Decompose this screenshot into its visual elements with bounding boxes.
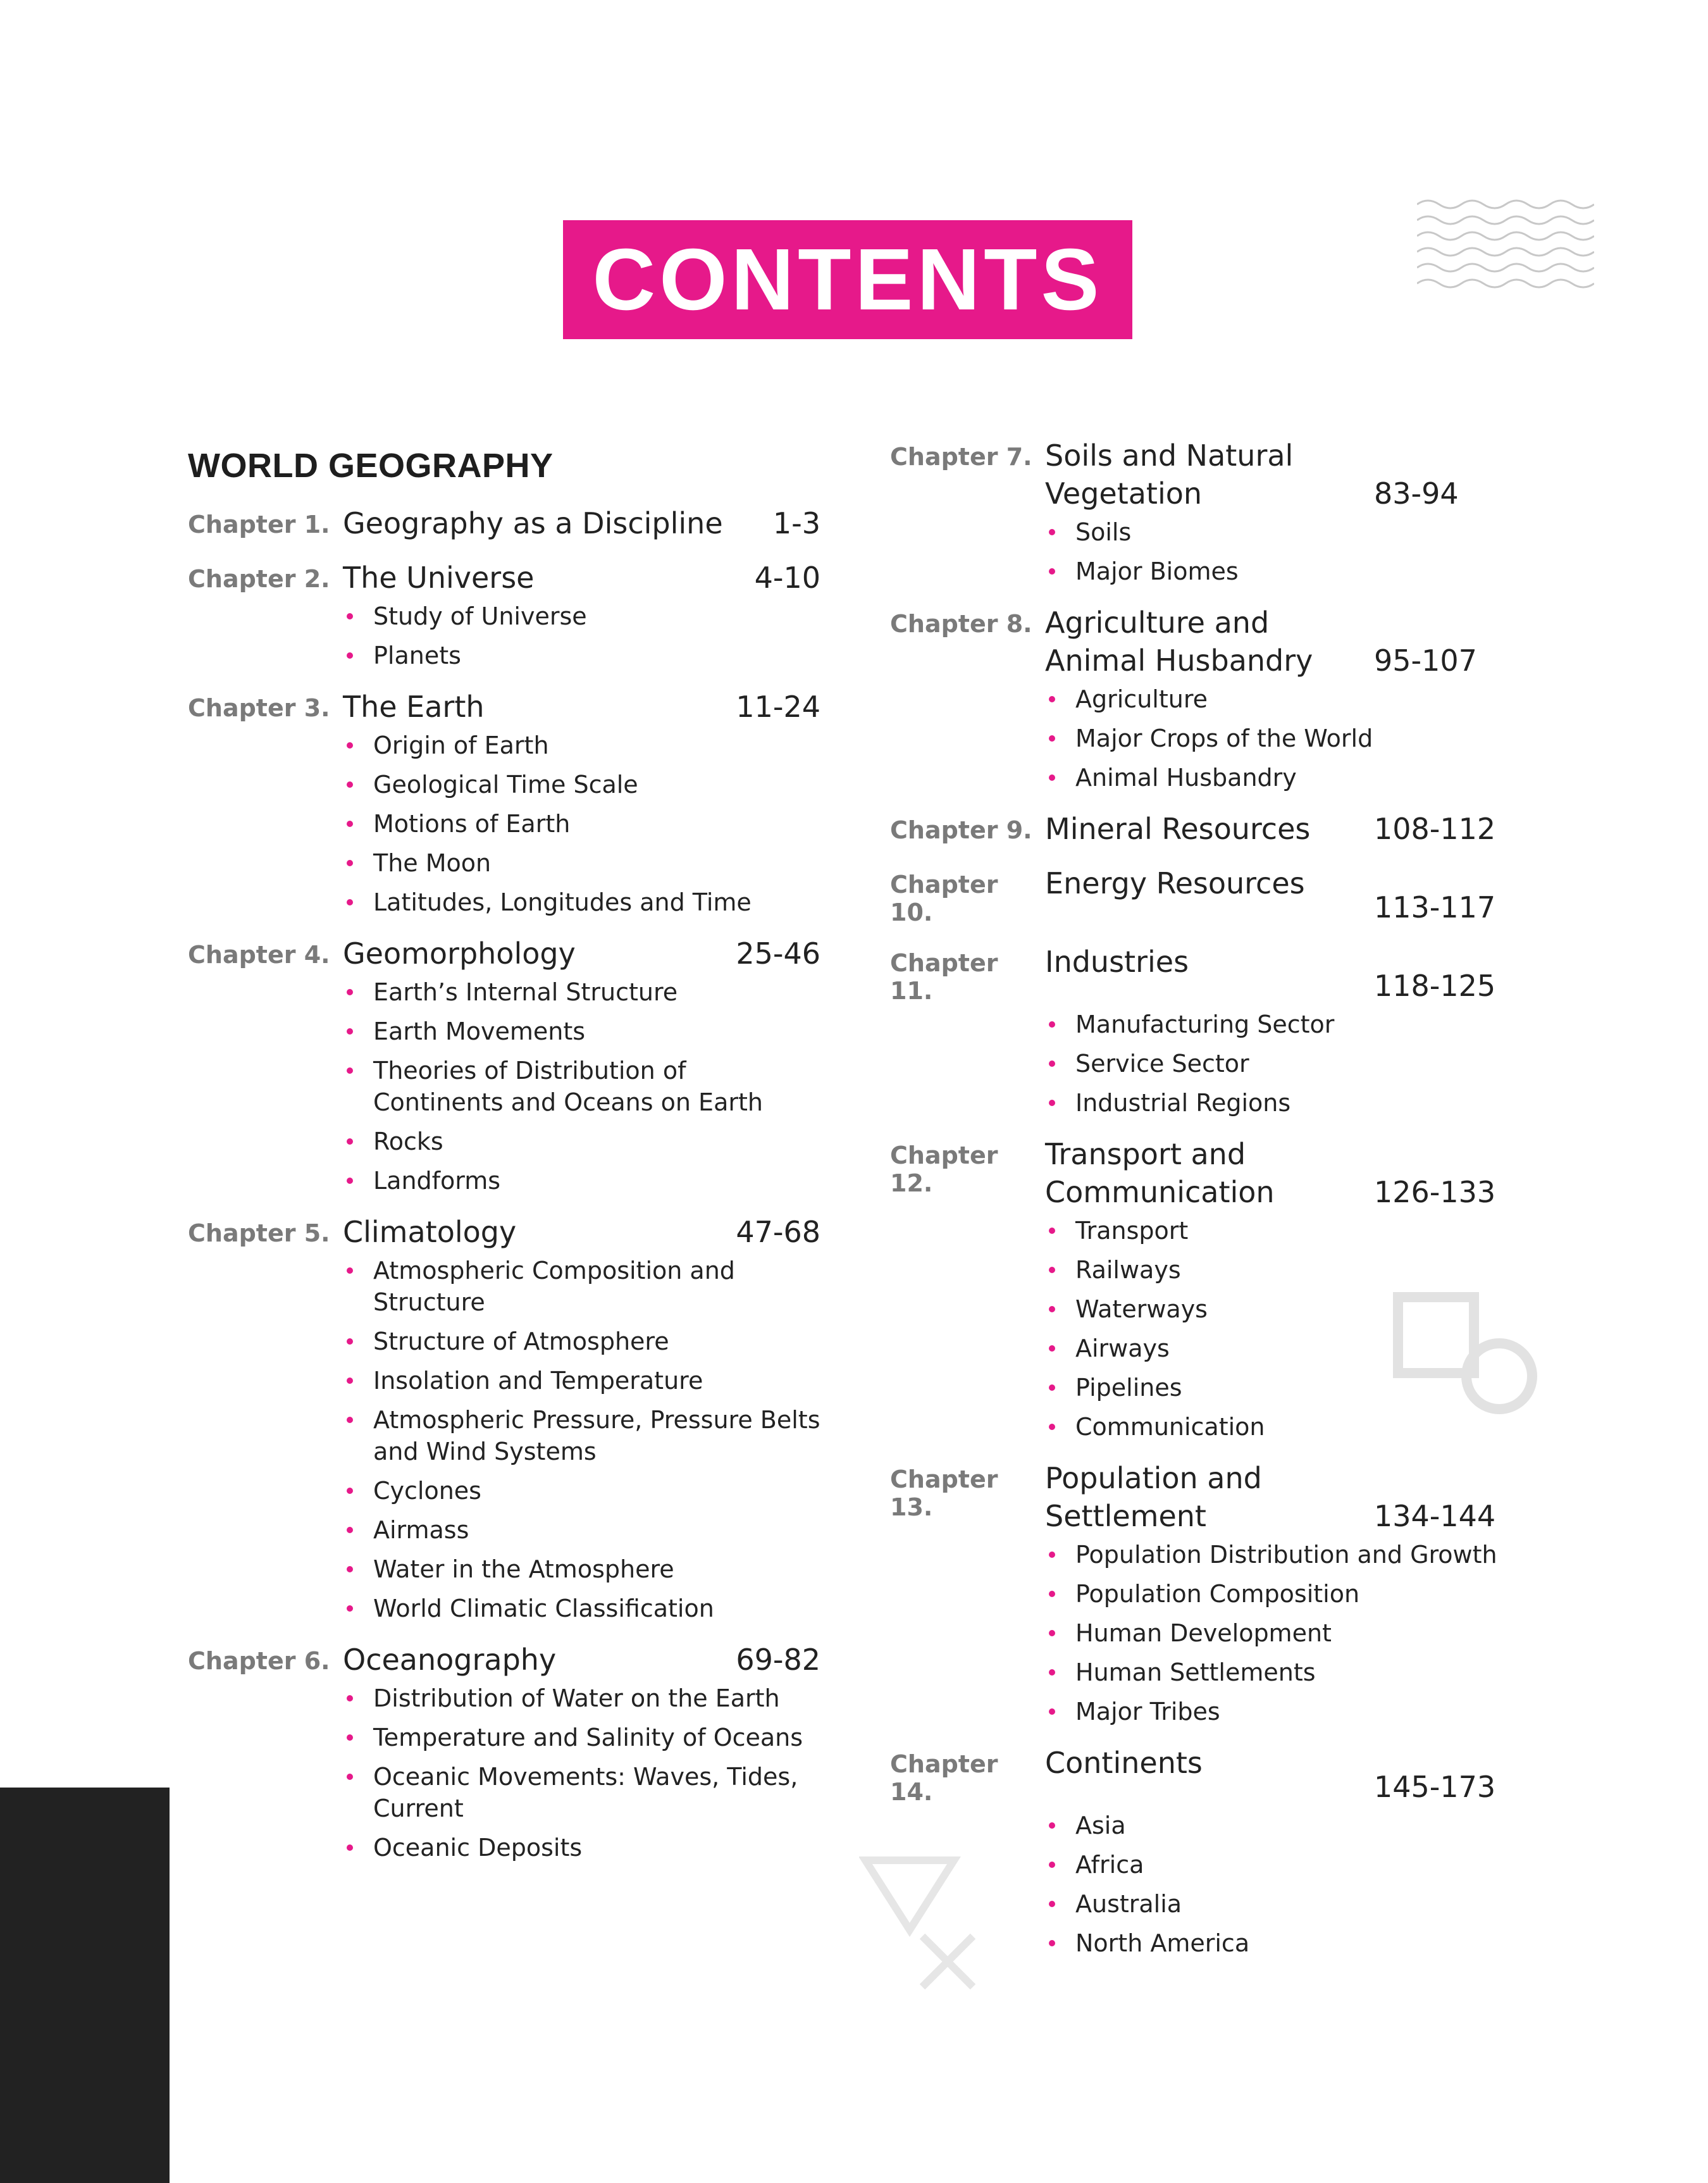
- subtopic-item: Transport: [1045, 1215, 1523, 1247]
- subtopic-item: Earth Movements: [343, 1016, 820, 1047]
- chapter-row: [890, 1744, 1523, 1806]
- chapter-title: Transport and Communication: [1045, 1137, 1275, 1209]
- chapter-row: [890, 437, 1523, 513]
- chapter-row: [890, 864, 1523, 926]
- chapter-title: Geography as a Discipline: [343, 506, 723, 540]
- chapter-row: [890, 604, 1523, 680]
- chapter-entry: [890, 604, 1523, 793]
- chapter-label: Chapter 6.: [188, 1647, 330, 1675]
- chapter-label: Chapter 10.: [890, 871, 998, 926]
- chapter-row: [890, 1459, 1523, 1535]
- subtopic-item: Oceanic Movements: Waves, Tides, Current: [343, 1761, 820, 1824]
- chapter-label: Chapter 9.: [890, 816, 1032, 844]
- chapter-title: The Earth: [343, 690, 485, 724]
- chapter-title: Climatology: [343, 1215, 517, 1249]
- chapter-entry: [890, 864, 1523, 926]
- subtopic-list: [343, 730, 820, 918]
- subtopic-item: North America: [1045, 1927, 1523, 1959]
- subtopic-item: Oceanic Deposits: [343, 1832, 820, 1863]
- subtopic-item: Airways: [1045, 1333, 1523, 1364]
- subtopic-item: Motions of Earth: [343, 808, 820, 840]
- subtopic-item: Railways: [1045, 1254, 1523, 1286]
- chapter-pages: 4-10: [754, 561, 820, 595]
- chapter-row: [188, 1213, 820, 1251]
- subtopic-list: [1045, 1539, 1523, 1727]
- subtopic-item: Water in the Atmosphere: [343, 1553, 820, 1585]
- contents-left-column: [188, 440, 820, 1880]
- page-title: CONTENTS: [592, 231, 1103, 328]
- subtopic-item: Cyclones: [343, 1475, 820, 1507]
- subtopic-list: [343, 1255, 820, 1624]
- subtopic-item: Communication: [1045, 1411, 1523, 1443]
- subtopic-item: Atmospheric Composition and Structure: [343, 1255, 820, 1318]
- subtopic-item: Australia: [1045, 1888, 1523, 1920]
- chapter-entry: [188, 504, 820, 542]
- subtopic-item: Rocks: [343, 1126, 820, 1157]
- subtopic-item: Temperature and Salinity of Oceans: [343, 1722, 820, 1753]
- right-chapter-list: [890, 437, 1523, 1959]
- subtopic-item: Landforms: [343, 1165, 820, 1197]
- chapter-label: Chapter 8.: [890, 610, 1032, 638]
- chapter-title: Population and Settlement: [1045, 1461, 1262, 1533]
- subtopic-list: [343, 1682, 820, 1863]
- chapter-pages: 25-46: [736, 936, 820, 971]
- chapter-entry: [890, 1135, 1523, 1443]
- section-heading: WORLD GEOGRAPHY: [188, 447, 554, 485]
- chapter-title: Soils and Natural Vegetation: [1045, 438, 1294, 511]
- page-edge-bar: [0, 1788, 170, 2183]
- chapter-entry: [890, 437, 1523, 587]
- chapter-title: The Universe: [343, 561, 535, 595]
- subtopic-item: Population Composition: [1045, 1578, 1523, 1610]
- chapter-label: Chapter 12.: [890, 1141, 998, 1197]
- subtopic-item: Asia: [1045, 1810, 1523, 1841]
- chapter-label: Chapter 13.: [890, 1465, 998, 1521]
- chapter-pages: 145-173: [1374, 1770, 1496, 1804]
- chapter-title: Geomorphology: [343, 936, 576, 971]
- subtopic-item: Origin of Earth: [343, 730, 820, 761]
- chapter-entry: [188, 688, 820, 918]
- subtopic-item: Major Biomes: [1045, 556, 1523, 587]
- chapter-row: [188, 504, 820, 542]
- subtopic-list: [1045, 1215, 1523, 1443]
- chapter-pages: 83-94: [1374, 476, 1459, 511]
- chapter-label: Chapter 2.: [188, 565, 330, 593]
- subtopic-item: Africa: [1045, 1849, 1523, 1881]
- subtopic-item: Major Crops of the World: [1045, 723, 1523, 754]
- chapter-row: [188, 1641, 820, 1679]
- chapter-title: Industries: [1045, 945, 1189, 979]
- subtopic-item: The Moon: [343, 847, 820, 879]
- subtopic-item: Soils: [1045, 516, 1523, 548]
- chapter-entry: [188, 1213, 820, 1624]
- chapter-label: Chapter 5.: [188, 1219, 330, 1247]
- chapter-row: [188, 688, 820, 726]
- subtopic-list: [343, 600, 820, 671]
- chapter-pages: 126-133: [1374, 1175, 1496, 1209]
- chapter-pages: 47-68: [736, 1215, 820, 1249]
- subtopic-item: Earth’s Internal Structure: [343, 976, 820, 1008]
- chapter-pages: 95-107: [1374, 644, 1477, 678]
- chapter-entry: [188, 1641, 820, 1863]
- chapter-pages: 11-24: [736, 690, 820, 724]
- subtopic-item: Latitudes, Longitudes and Time: [343, 886, 820, 918]
- chapter-label: Chapter 3.: [188, 694, 330, 722]
- subtopic-list: [1045, 516, 1523, 587]
- contents-title-banner: [563, 220, 1132, 339]
- chapter-label: Chapter 1.: [188, 511, 330, 538]
- chapter-pages: 134-144: [1374, 1499, 1496, 1533]
- chapter-title: Continents: [1045, 1746, 1203, 1780]
- chapter-label: Chapter 4.: [188, 941, 330, 969]
- chapter-row: [188, 559, 820, 597]
- subtopic-item: Pipelines: [1045, 1372, 1523, 1403]
- contents-right-column: [890, 437, 1523, 1975]
- chapter-entry: [890, 943, 1523, 1119]
- chapter-title: Energy Resources: [1045, 866, 1305, 900]
- chapter-row: [890, 810, 1523, 848]
- chapter-pages: 113-117: [1374, 890, 1496, 924]
- subtopic-item: Airmass: [343, 1514, 820, 1546]
- subtopic-item: Population Distribution and Growth: [1045, 1539, 1523, 1570]
- chapter-entry: [188, 559, 820, 671]
- subtopic-item: World Climatic Classification: [343, 1593, 820, 1624]
- chapter-label: Chapter 14.: [890, 1750, 998, 1806]
- subtopic-item: Agriculture: [1045, 683, 1523, 715]
- subtopic-item: Service Sector: [1045, 1048, 1523, 1079]
- subtopic-list: [343, 976, 820, 1197]
- subtopic-item: Distribution of Water on the Earth: [343, 1682, 820, 1714]
- chapter-row: [188, 935, 820, 973]
- subtopic-item: Animal Husbandry: [1045, 762, 1523, 793]
- chapter-pages: 1-3: [772, 506, 820, 540]
- chapter-entry: [188, 935, 820, 1197]
- chapter-row: [890, 943, 1523, 1005]
- subtopic-list: [1045, 1810, 1523, 1959]
- chapter-title: Mineral Resources: [1045, 812, 1311, 846]
- wave-pattern-icon: [1417, 195, 1594, 290]
- subtopic-item: Geological Time Scale: [343, 769, 820, 800]
- left-chapter-list: [188, 504, 820, 1863]
- chapter-pages: 108-112: [1374, 812, 1496, 846]
- subtopic-item: Industrial Regions: [1045, 1087, 1523, 1119]
- chapter-label: Chapter 11.: [890, 949, 998, 1005]
- chapter-title: Agriculture and Animal Husbandry: [1045, 606, 1313, 678]
- chapter-entry: [890, 1744, 1523, 1959]
- chapter-pages: 118-125: [1374, 969, 1496, 1003]
- subtopic-list: [1045, 1009, 1523, 1119]
- subtopic-item: Human Settlements: [1045, 1657, 1523, 1688]
- subtopic-item: Manufacturing Sector: [1045, 1009, 1523, 1040]
- subtopic-item: Atmospheric Pressure, Pressure Belts and Wind Systems: [343, 1404, 820, 1467]
- chapter-entry: [890, 810, 1523, 848]
- subtopic-item: Waterways: [1045, 1293, 1523, 1325]
- chapter-label: Chapter 7.: [890, 443, 1032, 471]
- chapter-title: Oceanography: [343, 1643, 557, 1677]
- subtopic-item: Structure of Atmosphere: [343, 1326, 820, 1357]
- chapter-pages: 69-82: [736, 1643, 820, 1677]
- chapter-entry: [890, 1459, 1523, 1727]
- subtopic-item: Theories of Distribution of Continents and Oceans on Earth: [343, 1055, 820, 1118]
- subtopic-list: [1045, 683, 1523, 793]
- subtopic-item: Human Development: [1045, 1617, 1523, 1649]
- subtopic-item: Planets: [343, 640, 820, 671]
- subtopic-item: Study of Universe: [343, 600, 820, 632]
- chapter-row: [890, 1135, 1523, 1211]
- subtopic-item: Insolation and Temperature: [343, 1365, 820, 1396]
- subtopic-item: Major Tribes: [1045, 1696, 1523, 1727]
